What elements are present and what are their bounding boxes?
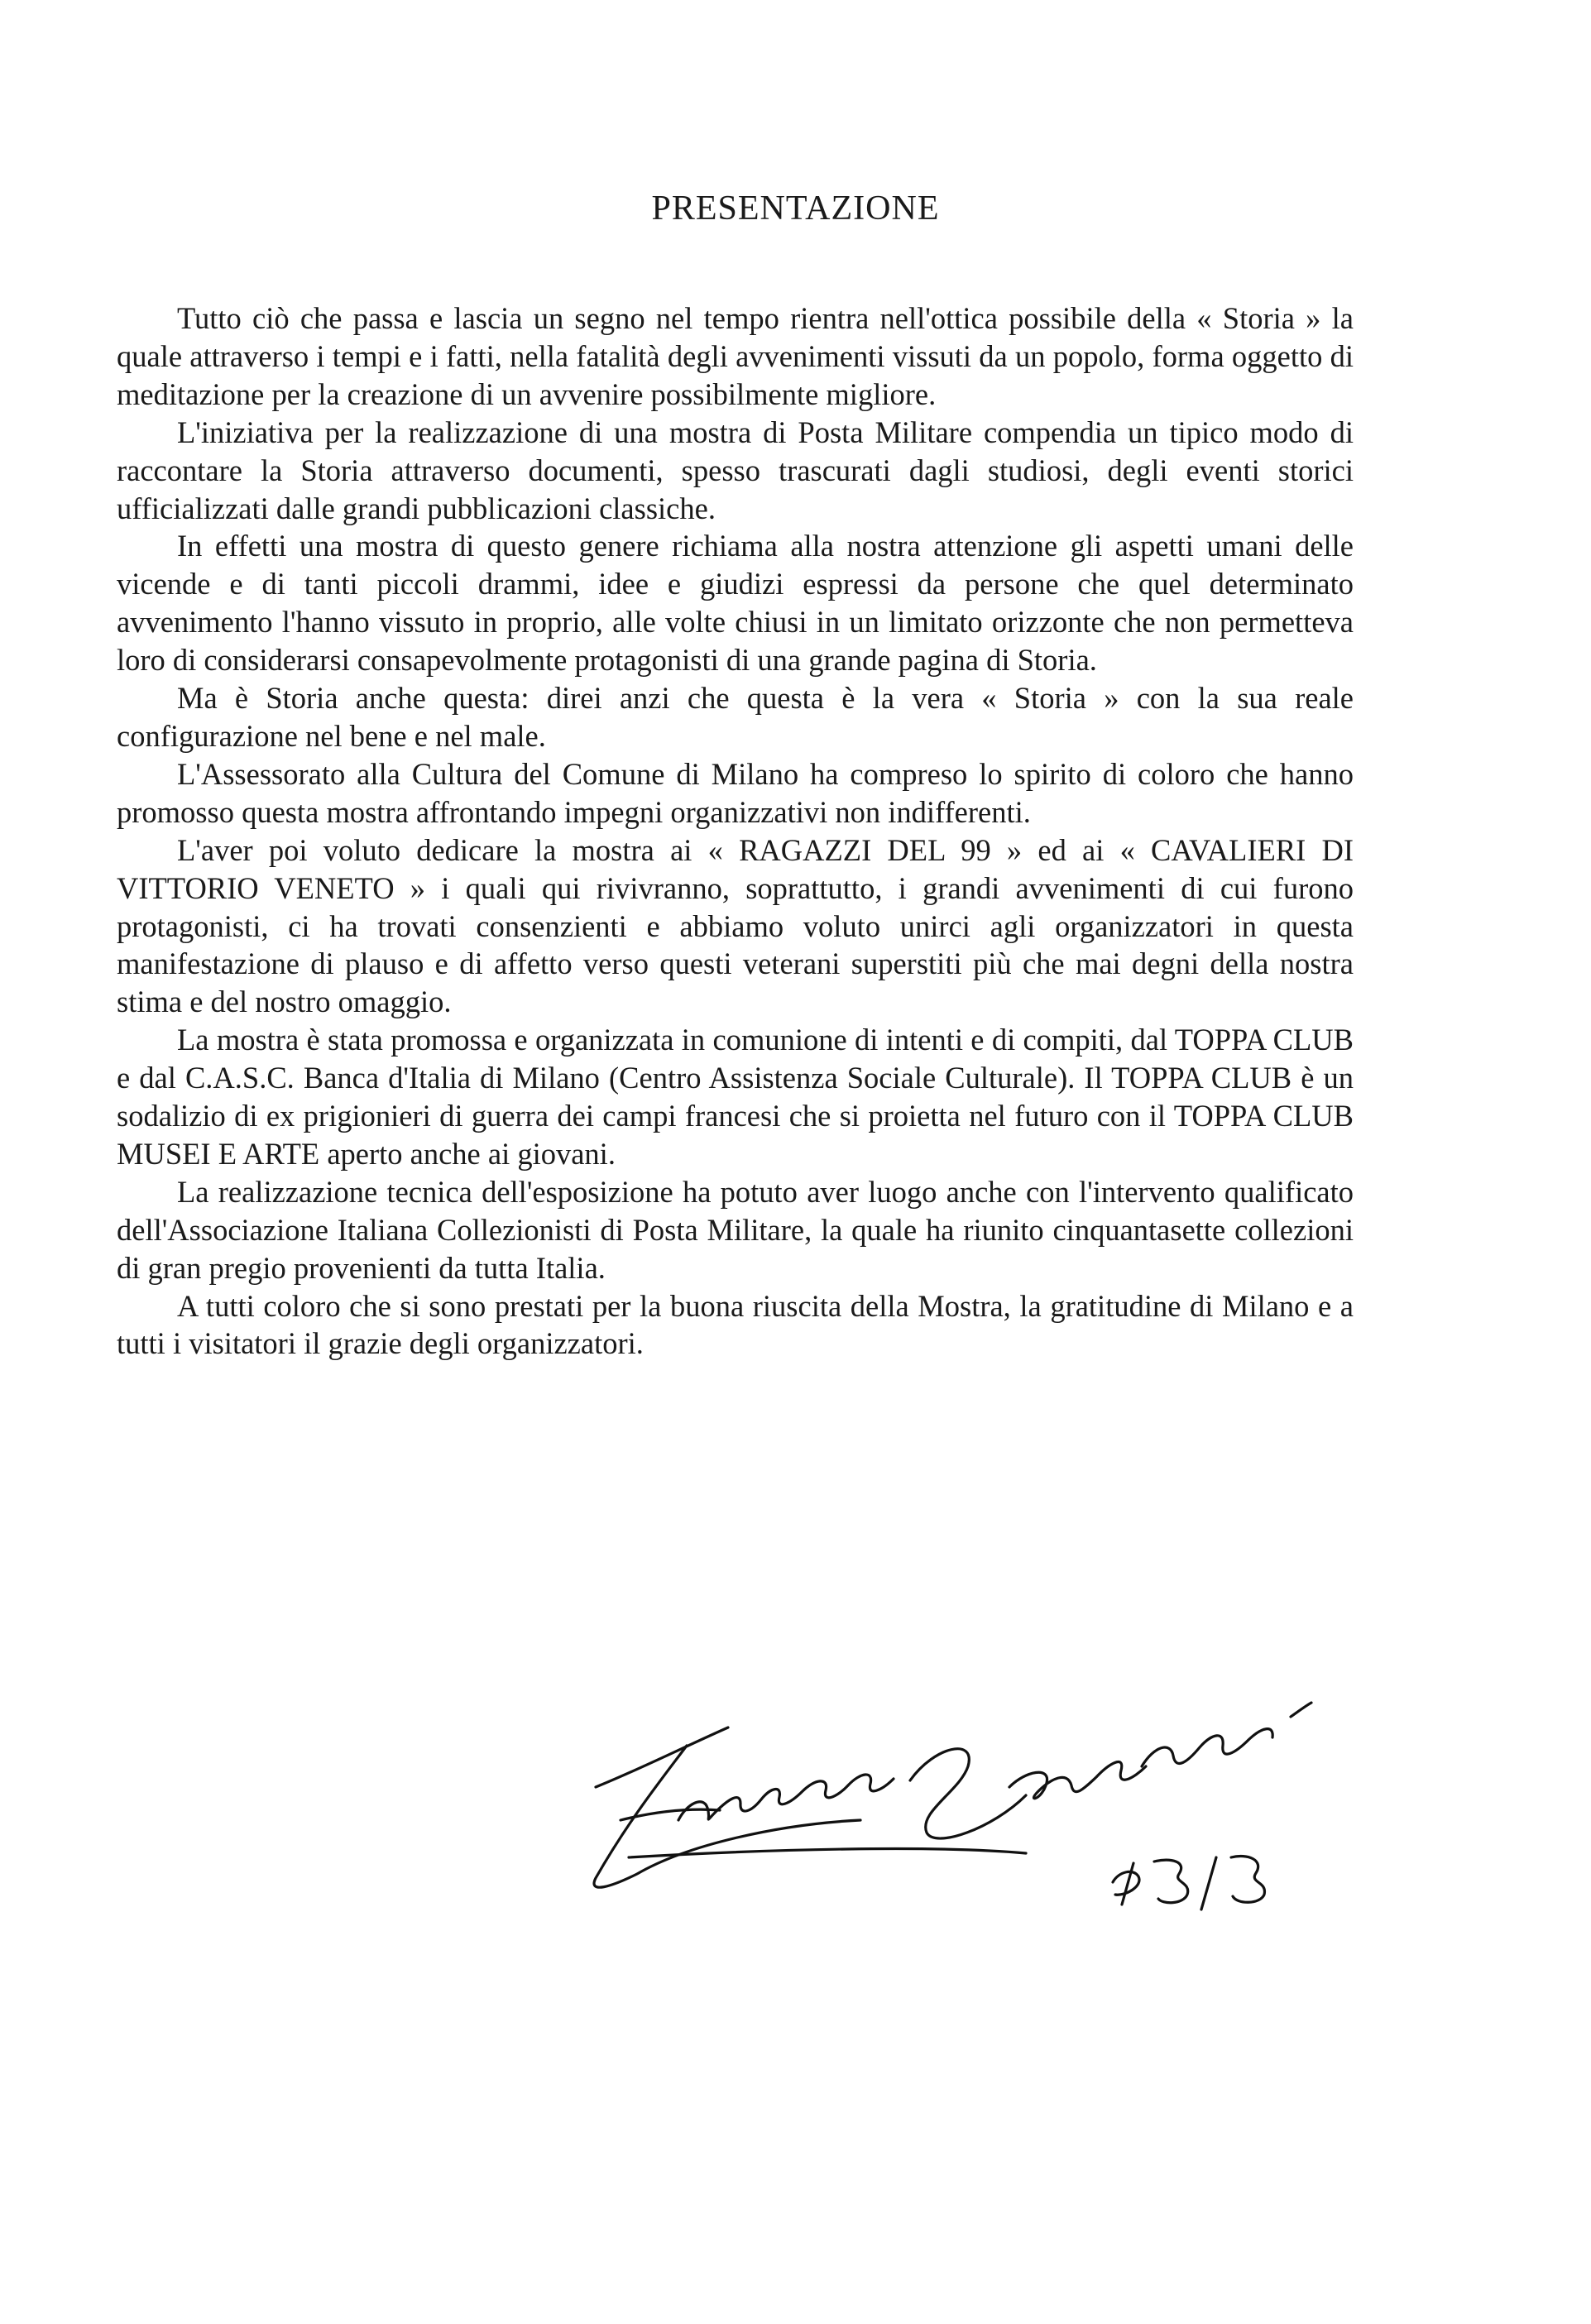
signature-drawing <box>563 1688 1357 1919</box>
handwritten-signature <box>563 1688 1357 1919</box>
paragraph-8: La realizzazione tecnica dell'esposizione ha potuto aver luogo anche con l'intervento qualificato dell'Associazione Italiana Collezionisti di Posta Militare, la quale ha riunito cinquantasette collezioni di gran pregio provenienti da tutta Italia. <box>117 1174 1354 1285</box>
paragraph-9: A tutti coloro che si sono prestati per la buona riuscita della Mostra, la gratitudine di Milano e a tutti i visitatori il grazie degli organizzatori. <box>117 1288 1354 1361</box>
paragraph-2: L'iniziativa per la realizzazione di una mostra di Posta Militare compendia un tipico modo di raccontare la Storia attraverso documenti, spesso trascurati dagli studiosi, degli eventi storici ufficializzati dalle grandi pubblicazioni classiche. <box>117 414 1354 525</box>
paragraph-5: L'Assessorato alla Cultura del Comune di Milano ha compreso lo spirito di coloro che hanno promosso questa mostra affrontando impegni organizzativi non indifferenti. <box>117 756 1354 829</box>
paragraph-6: L'aver poi voluto dedicare la mostra ai « RAGAZZI DEL 99 » ed ai « CAVALIERI DI VITTORIO VENETO » i quali qui rivivranno, soprattutto, i grandi avvenimenti di cui furono protagonisti, ci ha trovati consenzienti e abbiamo voluto unirci agli organizzatori in questa manifestazione di plauso e di affetto verso questi veterani superstiti più che mai degni della nostra stima e del nostro omaggio. <box>117 832 1354 1019</box>
document-body <box>117 299 1354 1363</box>
paragraph-1: Tutto ciò che passa e lascia un segno nel tempo rientra nell'ottica possibile della « Storia » la quale attraverso i tempi e i fatti, nella fatalità degli avvenimenti vissuti da un popolo, forma oggetto di meditazione per la creazione di un avvenire possibilmente migliore. <box>117 301 1354 411</box>
paragraph-4: Ma è Storia anche questa: direi anzi che questa è la vera « Storia » con la sua reale configurazione nel bene e nel male. <box>117 681 1354 753</box>
paragraph-7: La mostra è stata promossa e organizzata in comunione di intenti e di compiti, dal TOPPA CLUB e dal C.A.S.C. Banca d'Italia di Milano (Centro Assistenza Sociale Culturale). Il TOPPA CLUB è un sodalizio di ex prigionieri di guerra dei campi francesi che si proietta nel futuro con il TOPPA CLUB MUSEI E ARTE aperto anche ai giovani. <box>117 1023 1354 1171</box>
paragraph-3: In effetti una mostra di questo genere richiama alla nostra attenzione gli aspetti umani delle vicende e di tanti piccoli drammi, idee e giudizi espressi da persone che quel determinato avvenimento l'hanno vissuto in proprio, alle volte chiusi in un limitato orizzonte che non permetteva loro di considerarsi consapevolmente protagonisti di una grande pagina di Storia. <box>117 529 1354 678</box>
document-title: PRESENTAZIONE <box>651 189 940 228</box>
